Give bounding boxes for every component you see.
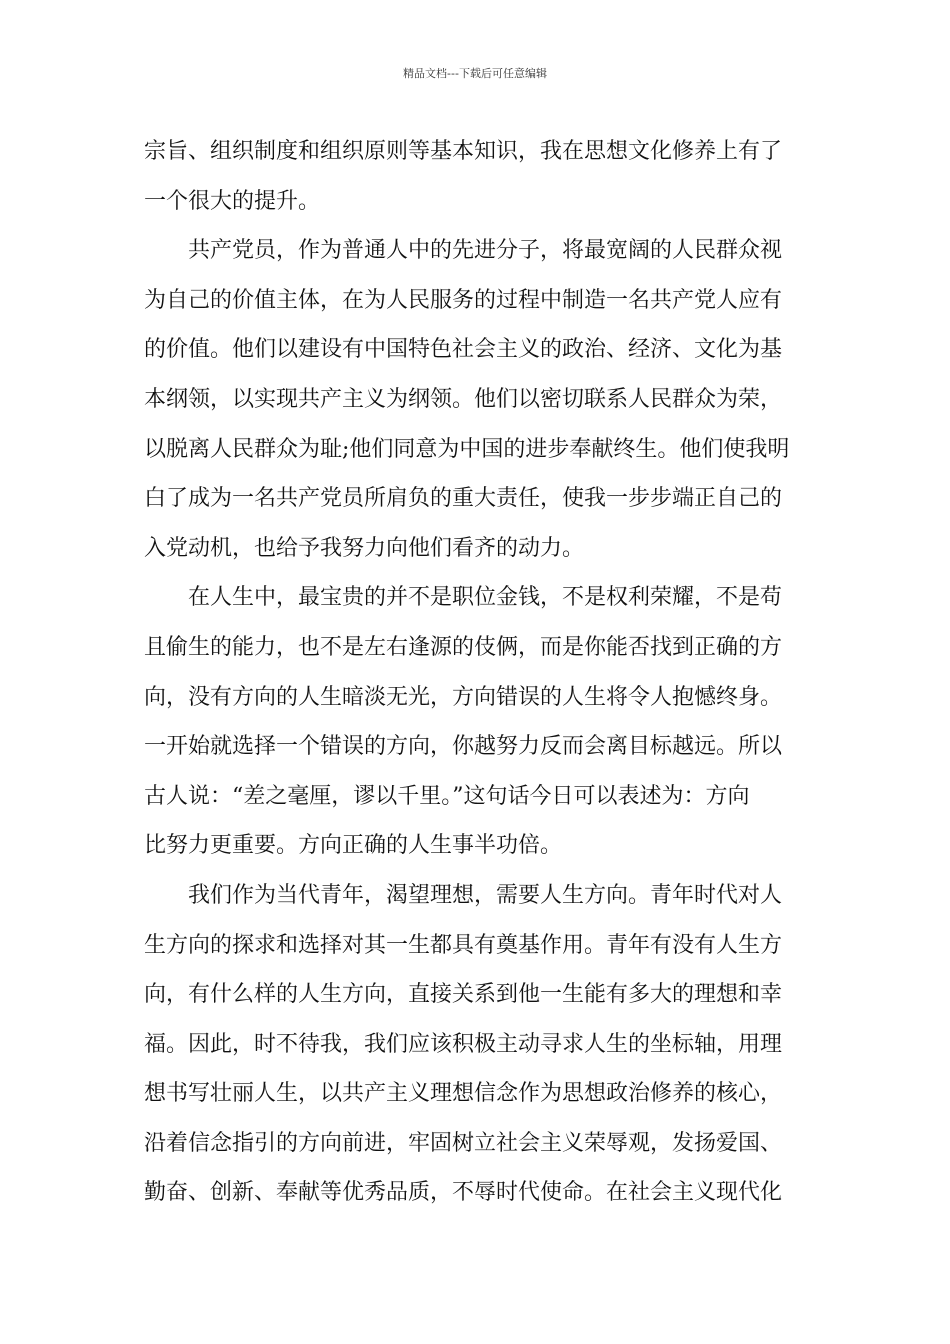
text-line: 向，没有方向的人生暗淡无光，方向错误的人生将令人抱憾终身。 [144, 684, 783, 710]
paragraph-2 [144, 226, 808, 573]
page-header: 精品文档---下载后可任意编辑 [403, 67, 547, 80]
text-line: 比努力更重要。方向正确的人生事半功倍。 [144, 833, 563, 859]
text-line: 在人生中，最宝贵的并不是职位金钱，不是权利荣耀，不是苟 [188, 585, 783, 611]
text-line: 想书写壮丽人生，以共产主义理想信念作为思想政治修养的核心， [144, 1081, 783, 1107]
text-line: 一个很大的提升。 [144, 188, 321, 214]
text-line: 为自己的价值主体，在为人民服务的过程中制造一名共产党人应有 [144, 287, 783, 313]
text-line: 入党动机，也给予我努力向他们看齐的动力。 [144, 535, 585, 561]
text-line: 生方向的探求和选择对其一生都具有奠基作用。青年有没有人生方 [144, 932, 783, 958]
text-line: 的价值。他们以建设有中国特色社会主义的政治、经济、文化为基 [144, 337, 783, 363]
text-line: 本纲领，以实现共产主义为纲领。他们以密切联系人民群众为荣， [144, 386, 783, 412]
text-line: 向，有什么样的人生方向，直接关系到他一生能有多大的理想和幸 [144, 982, 783, 1008]
text-line: 福。因此，时不待我，我们应该积极主动寻求人生的坐标轴，用理 [144, 1031, 783, 1057]
text-line: 勤奋、创新、奉献等优秀品质，不辱时代使命。在社会主义现代化 [144, 1180, 783, 1206]
paragraph-3 [144, 573, 808, 871]
text-line: 宗旨、组织制度和组织原则等基本知识，我在思想文化修养上有了 [144, 139, 783, 164]
text-line: 以脱离人民群众为耻;他们同意为中国的进步奉献终生。他们使我明 [144, 436, 790, 462]
paragraph-1 [144, 127, 808, 226]
document-body [144, 127, 808, 1218]
text-line: 古人说：“差之毫厘，谬以千里。”这句话今日可以表述为：方向 [144, 783, 750, 809]
text-line: 一开始就选择一个错误的方向，你越努力反而会离目标越远。所以 [144, 734, 783, 760]
text-line: 我们作为当代青年，渴望理想，需要人生方向。青年时代对人 [188, 882, 783, 908]
text-line: 且偷生的能力，也不是左右逢源的伎俩，而是你能否找到正确的方 [144, 634, 783, 660]
text-line: 共产党员，作为普通人中的先进分子，将最宽阔的人民群众视 [188, 238, 783, 264]
text-line: 沿着信念指引的方向前进，牢固树立社会主义荣辱观，发扬爱国、 [144, 1130, 783, 1156]
paragraph-4 [144, 871, 808, 1218]
text-line: 白了成为一名共产党员所肩负的重大责任，使我一步步端正自己的 [144, 486, 783, 512]
